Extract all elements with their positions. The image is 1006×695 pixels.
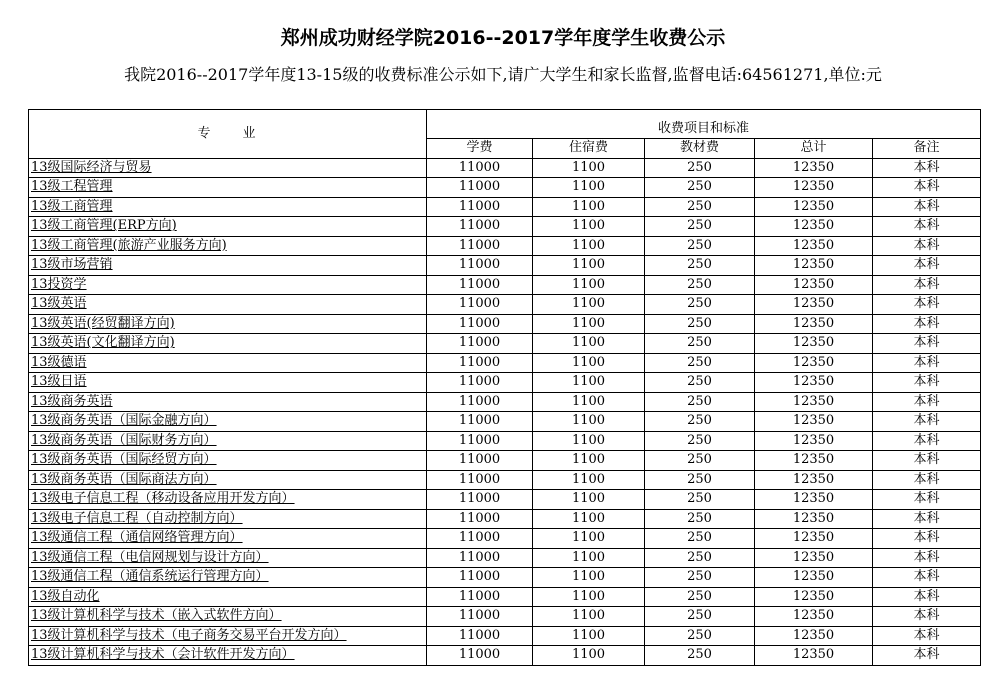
table-row: [29, 217, 981, 237]
note-cell: 本科: [873, 607, 981, 627]
books-cell: 250: [645, 392, 755, 412]
tuition-column-header: 学费: [427, 139, 533, 159]
table-row: [29, 275, 981, 295]
total-cell: 12350: [755, 587, 873, 607]
note-cell: 本科: [873, 587, 981, 607]
dorm-cell: 1100: [533, 373, 645, 393]
page-title: 郑州成功财经学院2016--2017学年度学生收费公示: [280, 27, 726, 49]
books-cell: 250: [645, 217, 755, 237]
tuition-cell: 11000: [427, 568, 533, 588]
major-cell: 13级工程管理: [29, 178, 427, 198]
major-cell: 13级工商管理(ERP方向): [29, 217, 427, 237]
dorm-cell: 1100: [533, 334, 645, 354]
note-cell: 本科: [873, 178, 981, 198]
books-cell: 250: [645, 353, 755, 373]
tuition-cell: 11000: [427, 295, 533, 315]
tuition-cell: 11000: [427, 353, 533, 373]
total-cell: 12350: [755, 353, 873, 373]
dorm-cell: 1100: [533, 626, 645, 646]
note-column-header: 备注: [873, 139, 981, 159]
note-cell: 本科: [873, 548, 981, 568]
note-cell: 本科: [873, 197, 981, 217]
note-cell: 本科: [873, 373, 981, 393]
dorm-cell: 1100: [533, 587, 645, 607]
tuition-cell: 11000: [427, 451, 533, 471]
dorm-cell: 1100: [533, 509, 645, 529]
table-row: [29, 626, 981, 646]
dorm-cell: 1100: [533, 548, 645, 568]
dorm-cell: 1100: [533, 256, 645, 276]
total-cell: 12350: [755, 490, 873, 510]
dorm-column-header: 住宿费: [533, 139, 645, 159]
books-cell: 250: [645, 295, 755, 315]
notice-subtitle: 我院2016--2017学年度13-15级的收费标准公示如下,请广大学生和家长监督,监督电话:64561271,单位:元: [124, 65, 882, 84]
tuition-cell: 11000: [427, 217, 533, 237]
total-cell: 12350: [755, 529, 873, 549]
major-cell: 13级电子信息工程（自动控制方向）: [29, 509, 427, 529]
total-cell: 12350: [755, 451, 873, 471]
table-row: [29, 353, 981, 373]
dorm-cell: 1100: [533, 158, 645, 178]
fee-table-body: [29, 158, 981, 665]
total-cell: 12350: [755, 470, 873, 490]
total-cell: 12350: [755, 431, 873, 451]
note-cell: 本科: [873, 314, 981, 334]
fee-table: [28, 109, 981, 666]
fee-group-header: 收费项目和标准: [427, 110, 981, 139]
major-cell: 13级自动化: [29, 587, 427, 607]
books-cell: 250: [645, 236, 755, 256]
major-column-header: 专 业: [29, 110, 427, 159]
tuition-cell: 11000: [427, 256, 533, 276]
total-cell: 12350: [755, 412, 873, 432]
tuition-cell: 11000: [427, 314, 533, 334]
tuition-cell: 11000: [427, 392, 533, 412]
total-cell: 12350: [755, 314, 873, 334]
note-cell: 本科: [873, 646, 981, 666]
major-cell: 13级市场营销: [29, 256, 427, 276]
table-row: [29, 470, 981, 490]
major-cell: 13投资学: [29, 275, 427, 295]
major-cell: 13级商务英语: [29, 392, 427, 412]
note-cell: 本科: [873, 392, 981, 412]
total-cell: 12350: [755, 373, 873, 393]
books-cell: 250: [645, 470, 755, 490]
table-row: [29, 451, 981, 471]
major-cell: 13级德语: [29, 353, 427, 373]
tuition-cell: 11000: [427, 587, 533, 607]
note-cell: 本科: [873, 236, 981, 256]
total-cell: 12350: [755, 295, 873, 315]
total-column-header: 总计: [755, 139, 873, 159]
dorm-cell: 1100: [533, 607, 645, 627]
table-row: [29, 607, 981, 627]
note-cell: 本科: [873, 509, 981, 529]
dorm-cell: 1100: [533, 295, 645, 315]
total-cell: 12350: [755, 392, 873, 412]
tuition-cell: 11000: [427, 509, 533, 529]
note-cell: 本科: [873, 490, 981, 510]
books-cell: 250: [645, 587, 755, 607]
note-cell: 本科: [873, 256, 981, 276]
books-cell: 250: [645, 509, 755, 529]
books-cell: 250: [645, 451, 755, 471]
dorm-cell: 1100: [533, 470, 645, 490]
major-cell: 13级通信工程（电信网规划与设计方向）: [29, 548, 427, 568]
table-row: [29, 568, 981, 588]
tuition-cell: 11000: [427, 275, 533, 295]
table-row: [29, 295, 981, 315]
tuition-cell: 11000: [427, 178, 533, 198]
note-cell: 本科: [873, 275, 981, 295]
dorm-cell: 1100: [533, 178, 645, 198]
major-cell: 13级计算机科学与技术（会计软件开发方向）: [29, 646, 427, 666]
tuition-cell: 11000: [427, 158, 533, 178]
tuition-cell: 11000: [427, 490, 533, 510]
total-cell: 12350: [755, 217, 873, 237]
note-cell: 本科: [873, 295, 981, 315]
dorm-cell: 1100: [533, 646, 645, 666]
major-cell: 13级电子信息工程（移动设备应用开发方向）: [29, 490, 427, 510]
dorm-cell: 1100: [533, 314, 645, 334]
dorm-cell: 1100: [533, 568, 645, 588]
books-cell: 250: [645, 548, 755, 568]
books-cell: 250: [645, 626, 755, 646]
major-cell: 13级工商管理: [29, 197, 427, 217]
major-cell: 13级日语: [29, 373, 427, 393]
major-cell: 13级英语: [29, 295, 427, 315]
dorm-cell: 1100: [533, 275, 645, 295]
total-cell: 12350: [755, 256, 873, 276]
books-cell: 250: [645, 431, 755, 451]
total-cell: 12350: [755, 607, 873, 627]
major-cell: 13级商务英语（国际商法方向）: [29, 470, 427, 490]
tuition-cell: 11000: [427, 431, 533, 451]
table-row: [29, 529, 981, 549]
major-cell: 13级商务英语（国际金融方向）: [29, 412, 427, 432]
table-row: [29, 490, 981, 510]
table-row: [29, 431, 981, 451]
note-cell: 本科: [873, 568, 981, 588]
total-cell: 12350: [755, 158, 873, 178]
table-row: [29, 334, 981, 354]
books-cell: 250: [645, 178, 755, 198]
books-cell: 250: [645, 412, 755, 432]
major-cell: 13级商务英语（国际经贸方向）: [29, 451, 427, 471]
dorm-cell: 1100: [533, 197, 645, 217]
dorm-cell: 1100: [533, 392, 645, 412]
note-cell: 本科: [873, 353, 981, 373]
note-cell: 本科: [873, 334, 981, 354]
note-cell: 本科: [873, 451, 981, 471]
books-cell: 250: [645, 314, 755, 334]
books-cell: 250: [645, 334, 755, 354]
tuition-cell: 11000: [427, 529, 533, 549]
books-column-header: 教材费: [645, 139, 755, 159]
tuition-cell: 11000: [427, 646, 533, 666]
books-cell: 250: [645, 568, 755, 588]
major-cell: 13级英语(文化翻译方向): [29, 334, 427, 354]
table-row: [29, 392, 981, 412]
dorm-cell: 1100: [533, 353, 645, 373]
tuition-cell: 11000: [427, 197, 533, 217]
major-cell: 13级国际经济与贸易: [29, 158, 427, 178]
table-row: [29, 548, 981, 568]
table-row: [29, 178, 981, 198]
dorm-cell: 1100: [533, 490, 645, 510]
note-cell: 本科: [873, 470, 981, 490]
tuition-cell: 11000: [427, 412, 533, 432]
total-cell: 12350: [755, 548, 873, 568]
tuition-cell: 11000: [427, 607, 533, 627]
total-cell: 12350: [755, 236, 873, 256]
table-row: [29, 412, 981, 432]
total-cell: 12350: [755, 626, 873, 646]
tuition-cell: 11000: [427, 373, 533, 393]
total-cell: 12350: [755, 197, 873, 217]
major-cell: 13级商务英语（国际财务方向）: [29, 431, 427, 451]
total-cell: 12350: [755, 334, 873, 354]
books-cell: 250: [645, 646, 755, 666]
books-cell: 250: [645, 607, 755, 627]
dorm-cell: 1100: [533, 236, 645, 256]
table-row: [29, 587, 981, 607]
tuition-cell: 11000: [427, 626, 533, 646]
note-cell: 本科: [873, 217, 981, 237]
dorm-cell: 1100: [533, 451, 645, 471]
table-row: [29, 236, 981, 256]
note-cell: 本科: [873, 412, 981, 432]
books-cell: 250: [645, 490, 755, 510]
dorm-cell: 1100: [533, 412, 645, 432]
major-cell: 13级英语(经贸翻译方向): [29, 314, 427, 334]
major-cell: 13级通信工程（通信网络管理方向）: [29, 529, 427, 549]
note-cell: 本科: [873, 431, 981, 451]
major-cell: 13级计算机科学与技术（电子商务交易平台开发方向）: [29, 626, 427, 646]
table-row: [29, 646, 981, 666]
dorm-cell: 1100: [533, 529, 645, 549]
books-cell: 250: [645, 275, 755, 295]
books-cell: 250: [645, 529, 755, 549]
total-cell: 12350: [755, 275, 873, 295]
note-cell: 本科: [873, 529, 981, 549]
dorm-cell: 1100: [533, 431, 645, 451]
total-cell: 12350: [755, 568, 873, 588]
table-row: [29, 509, 981, 529]
tuition-cell: 11000: [427, 236, 533, 256]
total-cell: 12350: [755, 509, 873, 529]
books-cell: 250: [645, 197, 755, 217]
major-cell: 13级通信工程（通信系统运行管理方向）: [29, 568, 427, 588]
tuition-cell: 11000: [427, 548, 533, 568]
note-cell: 本科: [873, 158, 981, 178]
books-cell: 250: [645, 256, 755, 276]
table-row: [29, 373, 981, 393]
tuition-cell: 11000: [427, 334, 533, 354]
table-row: [29, 256, 981, 276]
books-cell: 250: [645, 373, 755, 393]
table-row: [29, 197, 981, 217]
books-cell: 250: [645, 158, 755, 178]
major-cell: 13级工商管理(旅游产业服务方向): [29, 236, 427, 256]
table-row: [29, 314, 981, 334]
total-cell: 12350: [755, 646, 873, 666]
tuition-cell: 11000: [427, 470, 533, 490]
dorm-cell: 1100: [533, 217, 645, 237]
total-cell: 12350: [755, 178, 873, 198]
major-cell: 13级计算机科学与技术（嵌入式软件方向）: [29, 607, 427, 627]
note-cell: 本科: [873, 626, 981, 646]
table-row: [29, 158, 981, 178]
